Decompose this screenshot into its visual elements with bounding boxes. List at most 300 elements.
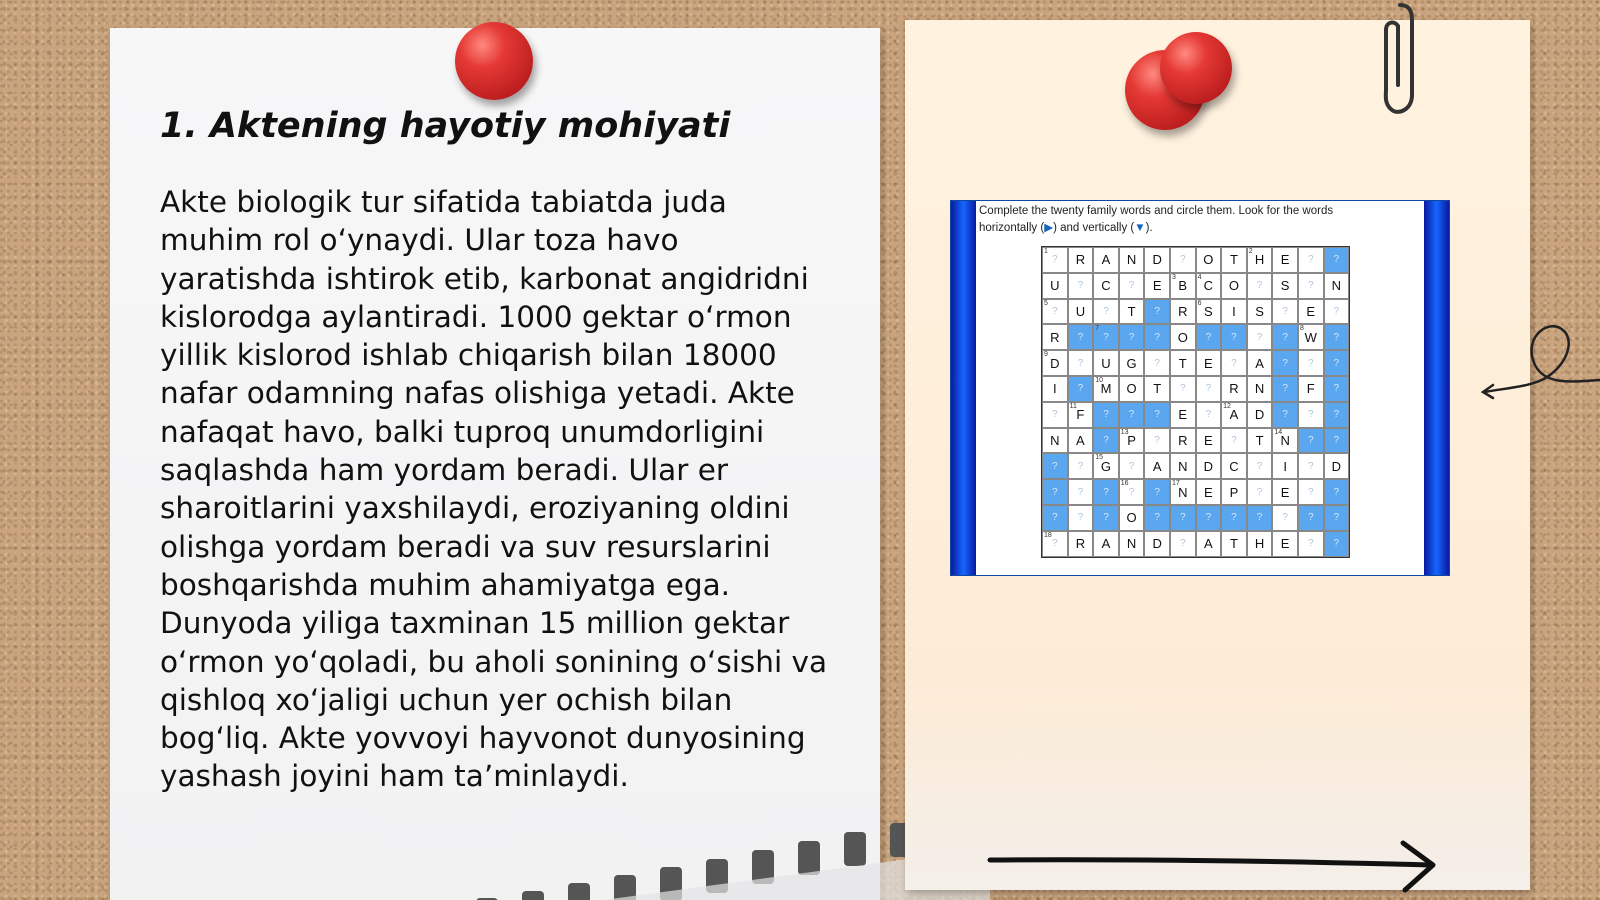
grid-cell — [1196, 376, 1222, 402]
instruction-line-1: Complete the twenty family words and circle them. Look for the words — [979, 205, 1334, 217]
cell-letter: T — [1255, 432, 1264, 448]
cell-letter: O — [1126, 381, 1137, 397]
clue-number: 4 — [1197, 273, 1202, 281]
grid-cell — [1093, 376, 1119, 402]
cell-letter: ? — [1103, 434, 1109, 446]
cell-letter: ? — [1077, 383, 1084, 395]
paragraph-line: bogʻliq. Akte yovvoyi hayvonot dunyosining — [160, 721, 806, 756]
grid-cell — [1272, 479, 1298, 505]
cell-letter: N — [1254, 381, 1265, 397]
cell-letter: ? — [1307, 357, 1314, 369]
grid-cell — [1170, 376, 1196, 402]
cell-letter: N — [1126, 252, 1137, 268]
paragraph-line: sharoitlarini yaxshilaydi, eroziyaning oldini — [160, 491, 790, 526]
cell-letter: O — [1228, 278, 1240, 294]
red-pushpin-icon — [455, 22, 533, 100]
grid-cell — [1196, 453, 1222, 479]
clue-number: 8 — [1299, 325, 1304, 333]
grid-cell — [1298, 247, 1324, 273]
cell-letter: C — [1101, 278, 1111, 294]
cell-letter: E — [1204, 355, 1213, 371]
clue-number: 3 — [1171, 273, 1176, 281]
cell-letter: H — [1254, 252, 1265, 268]
cell-letter: N — [1331, 278, 1342, 294]
cell-letter: ? — [1103, 486, 1109, 498]
grid-cell — [1093, 402, 1119, 428]
cell-letter: R — [1075, 252, 1086, 268]
grid-cell — [1068, 531, 1094, 557]
cell-letter: ? — [1256, 460, 1263, 472]
clue-number: 16 — [1120, 480, 1129, 488]
cell-letter: T — [1229, 536, 1238, 552]
cell-letter: E — [1178, 407, 1188, 423]
grid-cell — [1221, 453, 1247, 479]
spiral-binding-decoration — [410, 808, 990, 900]
grid-cell — [1042, 350, 1068, 376]
cell-letter: ? — [1333, 409, 1340, 421]
grid-cell — [1144, 324, 1170, 350]
cell-letter: D — [1254, 407, 1265, 423]
grid-cell — [1170, 428, 1196, 454]
grid-cell — [1196, 402, 1222, 428]
grid-cell — [1093, 273, 1119, 299]
grid-cell — [1196, 299, 1222, 325]
cell-letter: P — [1229, 484, 1239, 500]
grid-cell — [1119, 505, 1145, 531]
red-pushpin-icon — [1160, 32, 1232, 104]
grid-cell — [1170, 350, 1196, 376]
grid-cell — [1068, 299, 1094, 325]
grid-cell — [1272, 273, 1298, 299]
grid-cell — [1221, 428, 1247, 454]
grid-cell — [1298, 453, 1324, 479]
cell-letter: R — [1229, 381, 1239, 397]
grid-cell — [1068, 453, 1094, 479]
cell-letter: ? — [1179, 538, 1186, 550]
cell-letter: ? — [1052, 512, 1058, 524]
cell-letter: S — [1204, 303, 1213, 319]
cell-letter: ? — [1077, 331, 1084, 343]
cell-letter: ? — [1333, 305, 1340, 317]
cell-letter: ? — [1231, 434, 1237, 446]
cell-letter: E — [1280, 536, 1290, 552]
grid-cell — [1042, 479, 1068, 505]
cell-letter: N — [1178, 458, 1188, 474]
grid-cell — [1144, 376, 1170, 402]
long-arrow-icon — [985, 835, 1445, 895]
cell-letter: T — [1127, 303, 1136, 319]
grid-cell — [1144, 247, 1170, 273]
grid-cell — [1221, 299, 1247, 325]
cell-letter: ? — [1333, 383, 1340, 395]
cell-letter: D — [1152, 536, 1162, 552]
cell-letter: ? — [1256, 331, 1263, 343]
paragraph-line: saqlashda ham yordam beradi. Ular er — [160, 453, 729, 488]
cell-letter: ? — [1052, 486, 1058, 498]
grid-cell — [1272, 299, 1298, 325]
grid-cell — [1324, 531, 1350, 557]
cell-letter: ? — [1154, 512, 1160, 524]
cell-letter: ? — [1333, 434, 1340, 446]
grid-cell — [1170, 402, 1196, 428]
cell-letter: ? — [1128, 486, 1135, 498]
grid-cell — [1093, 531, 1119, 557]
grid-cell — [1068, 247, 1094, 273]
grid-cell — [1144, 273, 1170, 299]
grid-cell — [1144, 531, 1170, 557]
grid-cell — [1298, 428, 1324, 454]
grid-cell — [1144, 453, 1170, 479]
grid-cell — [1042, 273, 1068, 299]
grid-cell — [1247, 402, 1273, 428]
cell-letter: E — [1152, 278, 1162, 294]
cell-letter: D — [1331, 458, 1342, 474]
grid-cell — [1196, 531, 1222, 557]
paragraph-line: kislorodga aylantiradi. 1000 gektar oʻrmon — [160, 299, 792, 334]
grid-cell — [1144, 479, 1170, 505]
instruction-text: horizontally ( — [979, 222, 1045, 234]
cell-letter: T — [1153, 381, 1162, 397]
grid-cell — [1093, 299, 1119, 325]
cell-letter: D — [1152, 252, 1162, 268]
grid-cell — [1144, 505, 1170, 531]
triangle-down-icon: ▼ — [1134, 222, 1146, 234]
grid-cell — [1221, 350, 1247, 376]
cell-letter: D — [1203, 458, 1214, 474]
grid-cell — [1068, 428, 1094, 454]
grid-cell — [1272, 247, 1298, 273]
grid-cell — [1068, 479, 1094, 505]
cell-letter: ? — [1154, 305, 1160, 317]
puzzle-right-border — [1424, 201, 1449, 575]
cell-letter: O — [1203, 252, 1214, 268]
grid-cell — [1247, 299, 1273, 325]
clue-number: 6 — [1197, 299, 1202, 307]
grid-cell — [1298, 299, 1324, 325]
grid-cell — [1298, 350, 1324, 376]
grid-cell — [1298, 402, 1324, 428]
clue-number: 7 — [1095, 325, 1100, 333]
cell-letter: ? — [1307, 434, 1314, 446]
cell-letter: A — [1076, 432, 1085, 448]
paragraph-line: yashash joyini ham taʼminlaydi. — [160, 759, 629, 794]
grid-cell — [1247, 505, 1273, 531]
grid-cell — [1068, 350, 1094, 376]
grid-cell — [1119, 273, 1145, 299]
cell-letter: W — [1304, 329, 1317, 345]
cell-letter: ? — [1179, 383, 1186, 395]
cell-letter: ? — [1128, 460, 1135, 472]
cell-letter: ? — [1333, 331, 1340, 343]
grid-cell — [1196, 350, 1222, 376]
cell-letter: ? — [1307, 409, 1314, 421]
paragraph-line: yaratishda ishtirok etib, karbonat angidridni — [160, 261, 809, 296]
cell-letter: C — [1203, 278, 1214, 294]
cell-letter: U — [1050, 278, 1060, 294]
grid-cell — [1119, 376, 1145, 402]
cell-letter: U — [1101, 355, 1111, 371]
grid-cell — [1042, 402, 1068, 428]
crossword-grid — [1041, 246, 1350, 558]
cell-letter: ? — [1307, 486, 1314, 498]
grid-cell — [1247, 247, 1273, 273]
cell-letter: ? — [1256, 280, 1263, 292]
grid-cell — [1324, 402, 1350, 428]
grid-cell — [1119, 402, 1145, 428]
cell-letter: ? — [1231, 512, 1237, 524]
grid-cell — [1247, 324, 1273, 350]
grid-cell — [1093, 324, 1119, 350]
grid-cell — [1221, 273, 1247, 299]
cell-letter: ? — [1077, 460, 1084, 472]
cell-letter: E — [1306, 303, 1316, 319]
cell-letter: ? — [1205, 383, 1212, 395]
grid-cell — [1298, 376, 1324, 402]
cell-letter: ? — [1307, 460, 1314, 472]
instruction-text: ). — [1145, 222, 1153, 234]
grid-cell — [1298, 324, 1324, 350]
grid-cell — [1272, 453, 1298, 479]
grid-cell — [1119, 531, 1145, 557]
grid-cell — [1324, 247, 1350, 273]
cell-letter: I — [1283, 458, 1287, 474]
cell-letter: A — [1255, 355, 1264, 371]
paragraph-line: oʻrmon yoʻqoladi, bu aholi sonining oʻsishi va — [160, 644, 828, 679]
cell-letter: ? — [1256, 486, 1263, 498]
instruction-text: ) and vertically ( — [1053, 222, 1135, 234]
grid-cell — [1221, 324, 1247, 350]
cell-letter: H — [1254, 536, 1265, 552]
clue-number: 12 — [1223, 402, 1231, 410]
grid-cell — [1324, 428, 1350, 454]
cell-letter: ? — [1282, 357, 1288, 369]
cell-letter: R — [1178, 432, 1188, 448]
cell-letter: D — [1050, 355, 1060, 371]
cell-letter: ? — [1128, 331, 1135, 343]
paragraph-line: nafar odamning nafas olishiga yetadi. Akte — [160, 376, 795, 411]
cell-letter: ? — [1052, 305, 1058, 317]
puzzle-instructions — [979, 203, 1424, 237]
grid-cell — [1119, 247, 1145, 273]
clue-number: 15 — [1095, 454, 1103, 462]
grid-cell — [1298, 479, 1324, 505]
crossword-puzzle-image — [950, 200, 1450, 576]
cell-letter: ? — [1052, 460, 1058, 472]
grid-cell — [1196, 428, 1222, 454]
grid-cell — [1247, 428, 1273, 454]
grid-cell — [1272, 350, 1298, 376]
cell-letter: R — [1178, 303, 1188, 319]
cell-letter: S — [1280, 278, 1290, 294]
grid-cell — [1272, 505, 1298, 531]
cell-letter: E — [1204, 484, 1213, 500]
cell-letter: F — [1306, 381, 1315, 397]
clue-number: 5 — [1044, 299, 1048, 307]
cell-letter: ? — [1154, 486, 1160, 498]
grid-cell — [1170, 531, 1196, 557]
puzzle-left-border — [951, 201, 976, 575]
grid-cell — [1221, 247, 1247, 273]
paragraph-line: olishga yordam beradi va suv resurslarini — [160, 529, 771, 564]
grid-cell — [1170, 453, 1196, 479]
grid-cell — [1221, 505, 1247, 531]
cell-letter: ? — [1077, 357, 1084, 369]
grid-cell — [1093, 479, 1119, 505]
cell-letter: ? — [1077, 280, 1084, 292]
grid-cell — [1247, 350, 1273, 376]
cell-letter: ? — [1179, 254, 1186, 266]
grid-cell — [1144, 299, 1170, 325]
grid-cell — [1196, 479, 1222, 505]
paragraph-line: Dunyoda yiliga taxminan 15 million gektar — [160, 606, 790, 641]
cell-letter: ? — [1231, 357, 1237, 369]
cell-letter: ? — [1128, 409, 1135, 421]
cell-letter: ? — [1103, 305, 1109, 317]
note-paragraph — [160, 183, 840, 796]
cell-letter: ? — [1333, 254, 1340, 266]
cell-letter: A — [1204, 536, 1213, 552]
cell-letter: O — [1126, 510, 1137, 526]
cell-letter: ? — [1154, 434, 1160, 446]
cell-letter: ? — [1103, 409, 1109, 421]
grid-cell — [1144, 428, 1170, 454]
curly-arrow-doodle-icon — [1475, 310, 1600, 410]
cell-letter: M — [1100, 381, 1112, 397]
grid-cell — [1068, 505, 1094, 531]
note-title: 1. Aktening hayotiy mohiyati — [160, 106, 731, 146]
cell-letter: ? — [1103, 331, 1109, 343]
clue-number: 1 — [1044, 248, 1048, 255]
cell-letter: G — [1126, 355, 1137, 371]
cell-letter: E — [1280, 484, 1290, 500]
grid-cell — [1093, 428, 1119, 454]
grid-cell — [1170, 273, 1196, 299]
grid-cell — [1144, 402, 1170, 428]
grid-cell — [1119, 299, 1145, 325]
paragraph-line: boshqarishda muhim ahamiyatga ega. — [160, 567, 731, 602]
grid-cell — [1324, 273, 1350, 299]
cell-letter: ? — [1052, 409, 1058, 421]
cell-letter: ? — [1307, 254, 1314, 266]
paperclip-icon — [1370, 0, 1420, 125]
cell-letter: P — [1127, 432, 1136, 448]
cell-letter: C — [1229, 458, 1239, 474]
grid-cell — [1119, 324, 1145, 350]
cell-letter: ? — [1333, 512, 1340, 524]
cell-letter: ? — [1256, 512, 1263, 524]
clue-number: 13 — [1120, 428, 1129, 436]
cell-letter: R — [1075, 536, 1086, 552]
grid-cell — [1119, 479, 1145, 505]
grid-cell — [1093, 453, 1119, 479]
cell-letter: I — [1052, 381, 1057, 397]
cell-letter: ? — [1307, 512, 1314, 524]
grid-cell — [1221, 376, 1247, 402]
grid-cell — [1272, 376, 1298, 402]
cell-letter: T — [1229, 252, 1238, 268]
grid-cell — [1170, 505, 1196, 531]
grid-cell — [1042, 428, 1068, 454]
cell-letter: B — [1178, 278, 1188, 294]
grid-cell — [1170, 299, 1196, 325]
cell-letter: T — [1178, 355, 1187, 371]
grid-cell — [1042, 376, 1068, 402]
grid-cell — [1196, 247, 1222, 273]
grid-cell — [1324, 479, 1350, 505]
grid-cell — [1196, 505, 1222, 531]
clue-number: 18 — [1044, 531, 1052, 539]
cell-letter: ? — [1282, 409, 1288, 421]
cell-letter: U — [1075, 303, 1086, 319]
grid-cell — [1247, 531, 1273, 557]
cell-letter: A — [1229, 407, 1239, 423]
cell-letter: ? — [1077, 512, 1084, 524]
grid-cell — [1119, 350, 1145, 376]
paragraph-line: nafaqat havo, balki tuproq unumdorligini — [160, 414, 765, 449]
grid-cell — [1298, 531, 1324, 557]
cell-letter: A — [1101, 536, 1111, 552]
cell-letter: ? — [1333, 357, 1340, 369]
cell-letter: S — [1255, 303, 1264, 319]
grid-cell — [1221, 531, 1247, 557]
cell-letter: O — [1177, 329, 1188, 345]
grid-cell — [1298, 273, 1324, 299]
grid-cell — [1042, 299, 1068, 325]
cell-letter: N — [1178, 484, 1188, 500]
grid-cell — [1298, 505, 1324, 531]
grid-cell — [1042, 505, 1068, 531]
cell-letter: R — [1050, 329, 1060, 345]
cell-letter: A — [1152, 458, 1162, 474]
cell-letter: E — [1280, 252, 1290, 268]
paragraph-line: qishloq xoʻjaligi uchun yer ochish bilan — [160, 682, 733, 717]
grid-cell — [1221, 479, 1247, 505]
cell-letter: ? — [1205, 331, 1212, 343]
cell-letter: ? — [1282, 512, 1288, 524]
paragraph-line: muhim rol oʻynaydi. Ular toza havo — [160, 223, 679, 258]
cell-letter: ? — [1077, 486, 1084, 498]
cell-letter: I — [1232, 303, 1236, 319]
left-note — [110, 28, 880, 900]
grid-cell — [1093, 350, 1119, 376]
paragraph-line: Akte biologik tur sifatida tabiatda juda — [160, 185, 727, 219]
cell-letter: ? — [1231, 331, 1237, 343]
grid-cell — [1042, 453, 1068, 479]
clue-number: 9 — [1044, 351, 1048, 359]
grid-cell — [1170, 324, 1196, 350]
grid-cell — [1272, 428, 1298, 454]
instruction-line-2 — [979, 220, 1424, 237]
triangle-right-icon: ▶ — [1044, 222, 1054, 234]
grid-cell — [1119, 428, 1145, 454]
cell-letter: N — [1050, 432, 1060, 448]
grid-cell — [1144, 350, 1170, 376]
grid-cell — [1042, 247, 1068, 273]
cell-letter: N — [1126, 536, 1137, 552]
clue-number: 14 — [1274, 428, 1283, 436]
cell-letter: ? — [1154, 409, 1160, 421]
cell-letter: F — [1076, 407, 1085, 423]
cell-letter: ? — [1282, 383, 1288, 395]
grid-cell — [1247, 273, 1273, 299]
grid-cell — [1324, 350, 1350, 376]
grid-cell — [1272, 402, 1298, 428]
cell-letter: ? — [1052, 254, 1058, 266]
grid-cell — [1042, 324, 1068, 350]
grid-cell — [1324, 453, 1350, 479]
clue-number: 2 — [1248, 248, 1253, 255]
cell-letter: ? — [1128, 280, 1135, 292]
